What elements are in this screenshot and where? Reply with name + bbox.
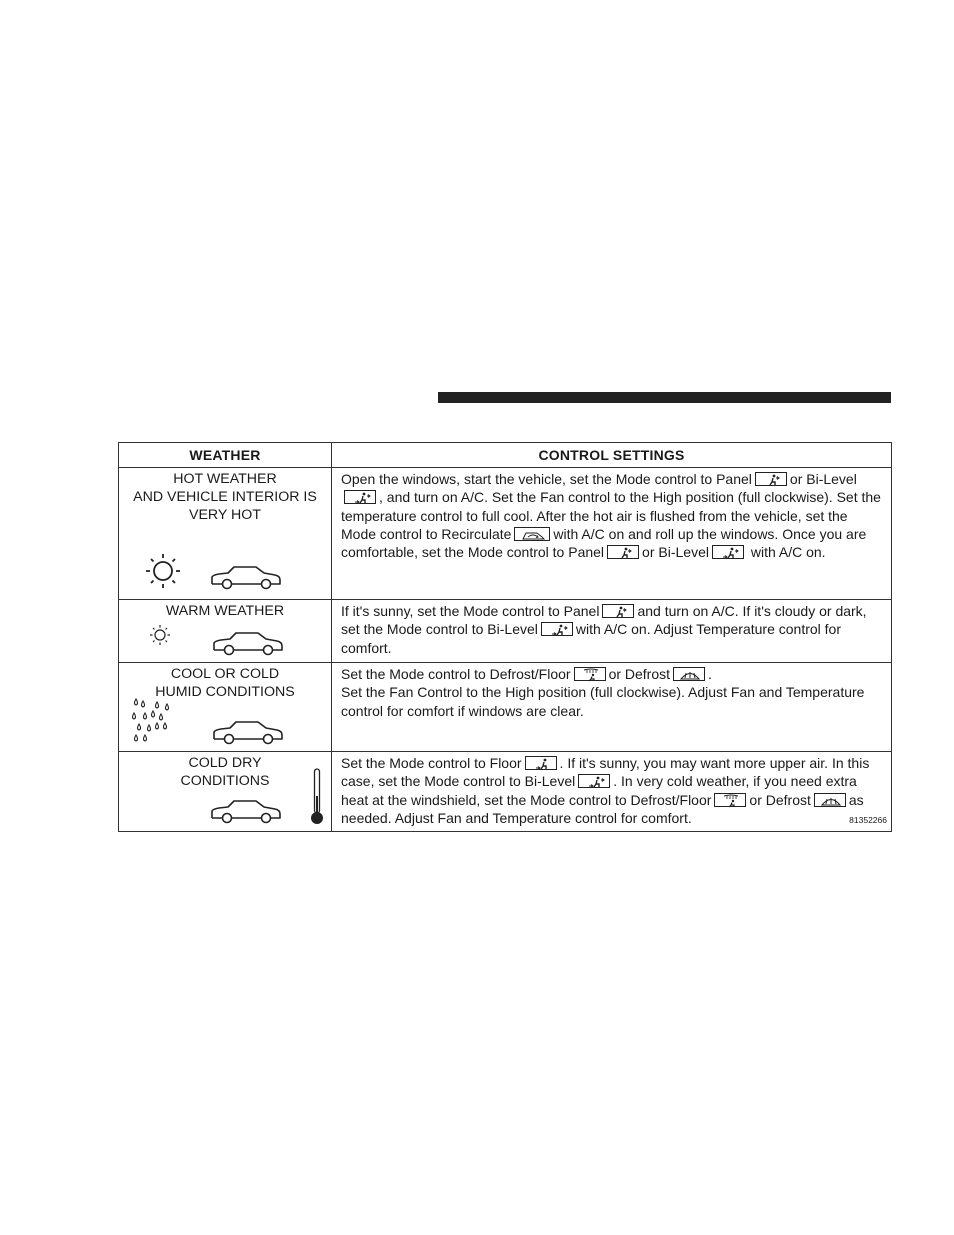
settings-text: or Bi-Level — [789, 471, 857, 487]
weather-cell — [119, 663, 332, 752]
settings-text: . If it's sunny, you may want more upper air. In this case, set the Mode control to Bi-Level — [341, 755, 870, 790]
recirculate-mode-icon — [514, 527, 550, 541]
weather-label-line: AND VEHICLE INTERIOR IS — [133, 489, 317, 505]
table-header-row — [119, 443, 892, 468]
sun-small-icon — [145, 622, 175, 650]
settings-text: with A/C on. — [750, 544, 826, 561]
weather-label-line: HOT WEATHER — [173, 471, 277, 487]
settings-cell — [332, 468, 892, 600]
floor-mode-icon — [525, 756, 557, 770]
car-icon — [211, 630, 285, 656]
weather-cell — [119, 468, 332, 600]
panel-mode-icon — [755, 472, 787, 486]
settings-text: with A/C on. Adjust Temperature control for comfort. — [341, 621, 841, 656]
settings-text: Set the Mode control to Defrost/Floor — [341, 666, 571, 682]
settings-text: or Bi-Level — [642, 544, 709, 561]
weather-label-line: VERY HOT — [188, 507, 261, 523]
settings-text: or Defrost — [608, 666, 671, 682]
weather-label-line: COLD DRY — [188, 755, 262, 771]
weather-column-header: WEATHER — [119, 443, 332, 468]
settings-text: as needed. Adjust Fan and Temperature control for comfort. — [341, 791, 864, 826]
settings-text: , and turn on A/C. Set the Fan control to the High position (full clockwise). Set the temperature control to full cool. After the hot air is flushed from the vehicle, set the Mode control to Recirculate — [341, 489, 881, 542]
settings-cell — [332, 600, 892, 663]
settings-text: with A/C on and roll up the windows. Once you are comfortable, set the Mode control to Panel — [341, 525, 867, 561]
settings-text: Set the Mode control to Floor — [341, 755, 522, 771]
settings-cell — [332, 752, 892, 832]
settings-text: and turn on A/C. If it's cloudy or dark, set the Mode control to Bi-Level — [341, 603, 867, 638]
car-icon — [209, 798, 283, 824]
car-icon — [209, 564, 283, 590]
sun-large-icon — [137, 550, 189, 596]
settings-text: . — [708, 666, 712, 682]
defrost-floor-mode-icon — [714, 793, 746, 807]
weather-label-line: COOL OR COLD — [170, 666, 280, 682]
bi-level-mode-icon — [712, 545, 744, 559]
weather-cell — [119, 752, 332, 832]
settings-text: Set the Fan Control to the High position (full clockwise). Adjust Fan and Temperature control for comfort if windows are clear. — [341, 684, 865, 719]
panel-mode-icon — [607, 545, 639, 559]
section-rule — [438, 392, 891, 403]
settings-text: Open the windows, start the vehicle, set the Mode control to Panel — [341, 471, 752, 487]
raindrops-icon — [131, 697, 175, 745]
bi-level-mode-icon — [344, 490, 376, 504]
defrost-mode-icon — [814, 793, 846, 807]
weather-cell — [119, 600, 332, 663]
settings-text: . In very cold weather, if you need extra heat at the windshield, set the Mode control to Defrost/Floor — [341, 773, 857, 808]
settings-text: or Defrost — [749, 791, 811, 808]
car-icon — [211, 719, 285, 745]
bi-level-mode-icon — [578, 774, 610, 788]
table-row — [119, 663, 892, 752]
weather-label-line: WARM WEATHER — [165, 603, 285, 619]
thermometer-icon — [309, 768, 325, 826]
settings-cell — [332, 663, 892, 752]
table-row — [119, 752, 892, 832]
weather-label-line: HUMID CONDITIONS — [155, 684, 295, 700]
table-row — [119, 468, 892, 600]
figure-id: 81352266 — [849, 814, 887, 825]
defrost-mode-icon — [673, 667, 705, 681]
panel-mode-icon — [602, 604, 634, 618]
weather-label-line: CONDITIONS — [180, 773, 270, 789]
settings-column-header: CONTROL SETTINGS — [332, 443, 892, 468]
weather-control-table — [118, 442, 892, 832]
settings-text: If it's sunny, set the Mode control to Panel — [341, 603, 600, 619]
defrost-floor-mode-icon — [574, 667, 606, 681]
table-row — [119, 600, 892, 663]
bi-level-mode-icon — [541, 622, 573, 636]
